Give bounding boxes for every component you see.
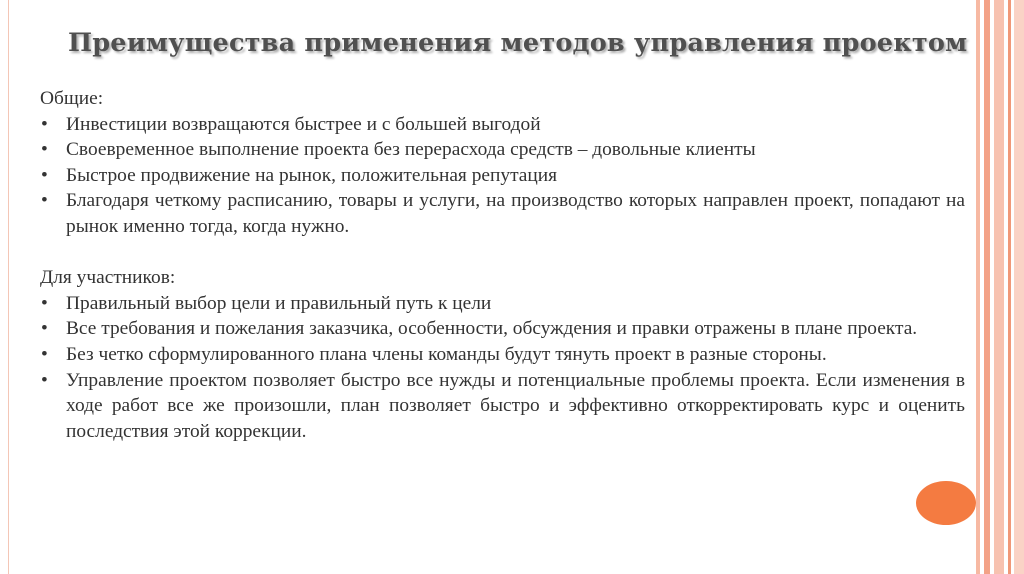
bullet-list-general <box>40 112 965 240</box>
bullet-item: • Правильный выбор цели и правильный путь к цели <box>40 291 965 317</box>
bullet-item: • Инвестиции возвращаются быстрее и с большей выгодой <box>40 112 965 138</box>
section-heading-general: Общие: <box>40 88 104 109</box>
slide-title: Преимущества применения методов управления проектом <box>68 28 968 58</box>
section-heading-participants: Для участников: <box>40 267 176 289</box>
decorative-stripe <box>1014 0 1024 574</box>
decorative-stripe <box>976 0 980 574</box>
decorative-stripe <box>994 0 1004 574</box>
bullet-item: • Без четко сформулированного плана члены команды будут тянуть проект в разные стороны. <box>40 342 965 368</box>
slide-content <box>40 86 965 444</box>
section-spacer <box>40 240 965 266</box>
decorative-stripe <box>1008 0 1011 574</box>
bullet-item: • Благодаря четкому расписанию, товары и услуги, на производство которых направлен проект, попадают на рынок именно тогда, когда нужно. <box>40 188 965 239</box>
bullet-item: • Все требования и пожелания заказчика, особенности, обсуждения и правки отражены в плане проекта. <box>40 316 965 342</box>
decorative-stripe <box>984 0 990 574</box>
left-border-line <box>8 0 9 574</box>
bullet-item: • Быстрое продвижение на рынок, положительная репутация <box>40 163 965 189</box>
bullet-list-participants <box>40 291 965 445</box>
bullet-item: • Управление проектом позволяет быстро все нужды и потенциальные проблемы проекта. Если изменения в ходе работ все же произошли, план позволяет быстро и эффективно откорректировать курс и оценить последствия этой коррекции. <box>40 368 965 445</box>
orange-circle-decoration <box>916 481 976 525</box>
bullet-item: • Своевременное выполнение проекта без перерасхода средств – довольные клиенты <box>40 137 965 163</box>
